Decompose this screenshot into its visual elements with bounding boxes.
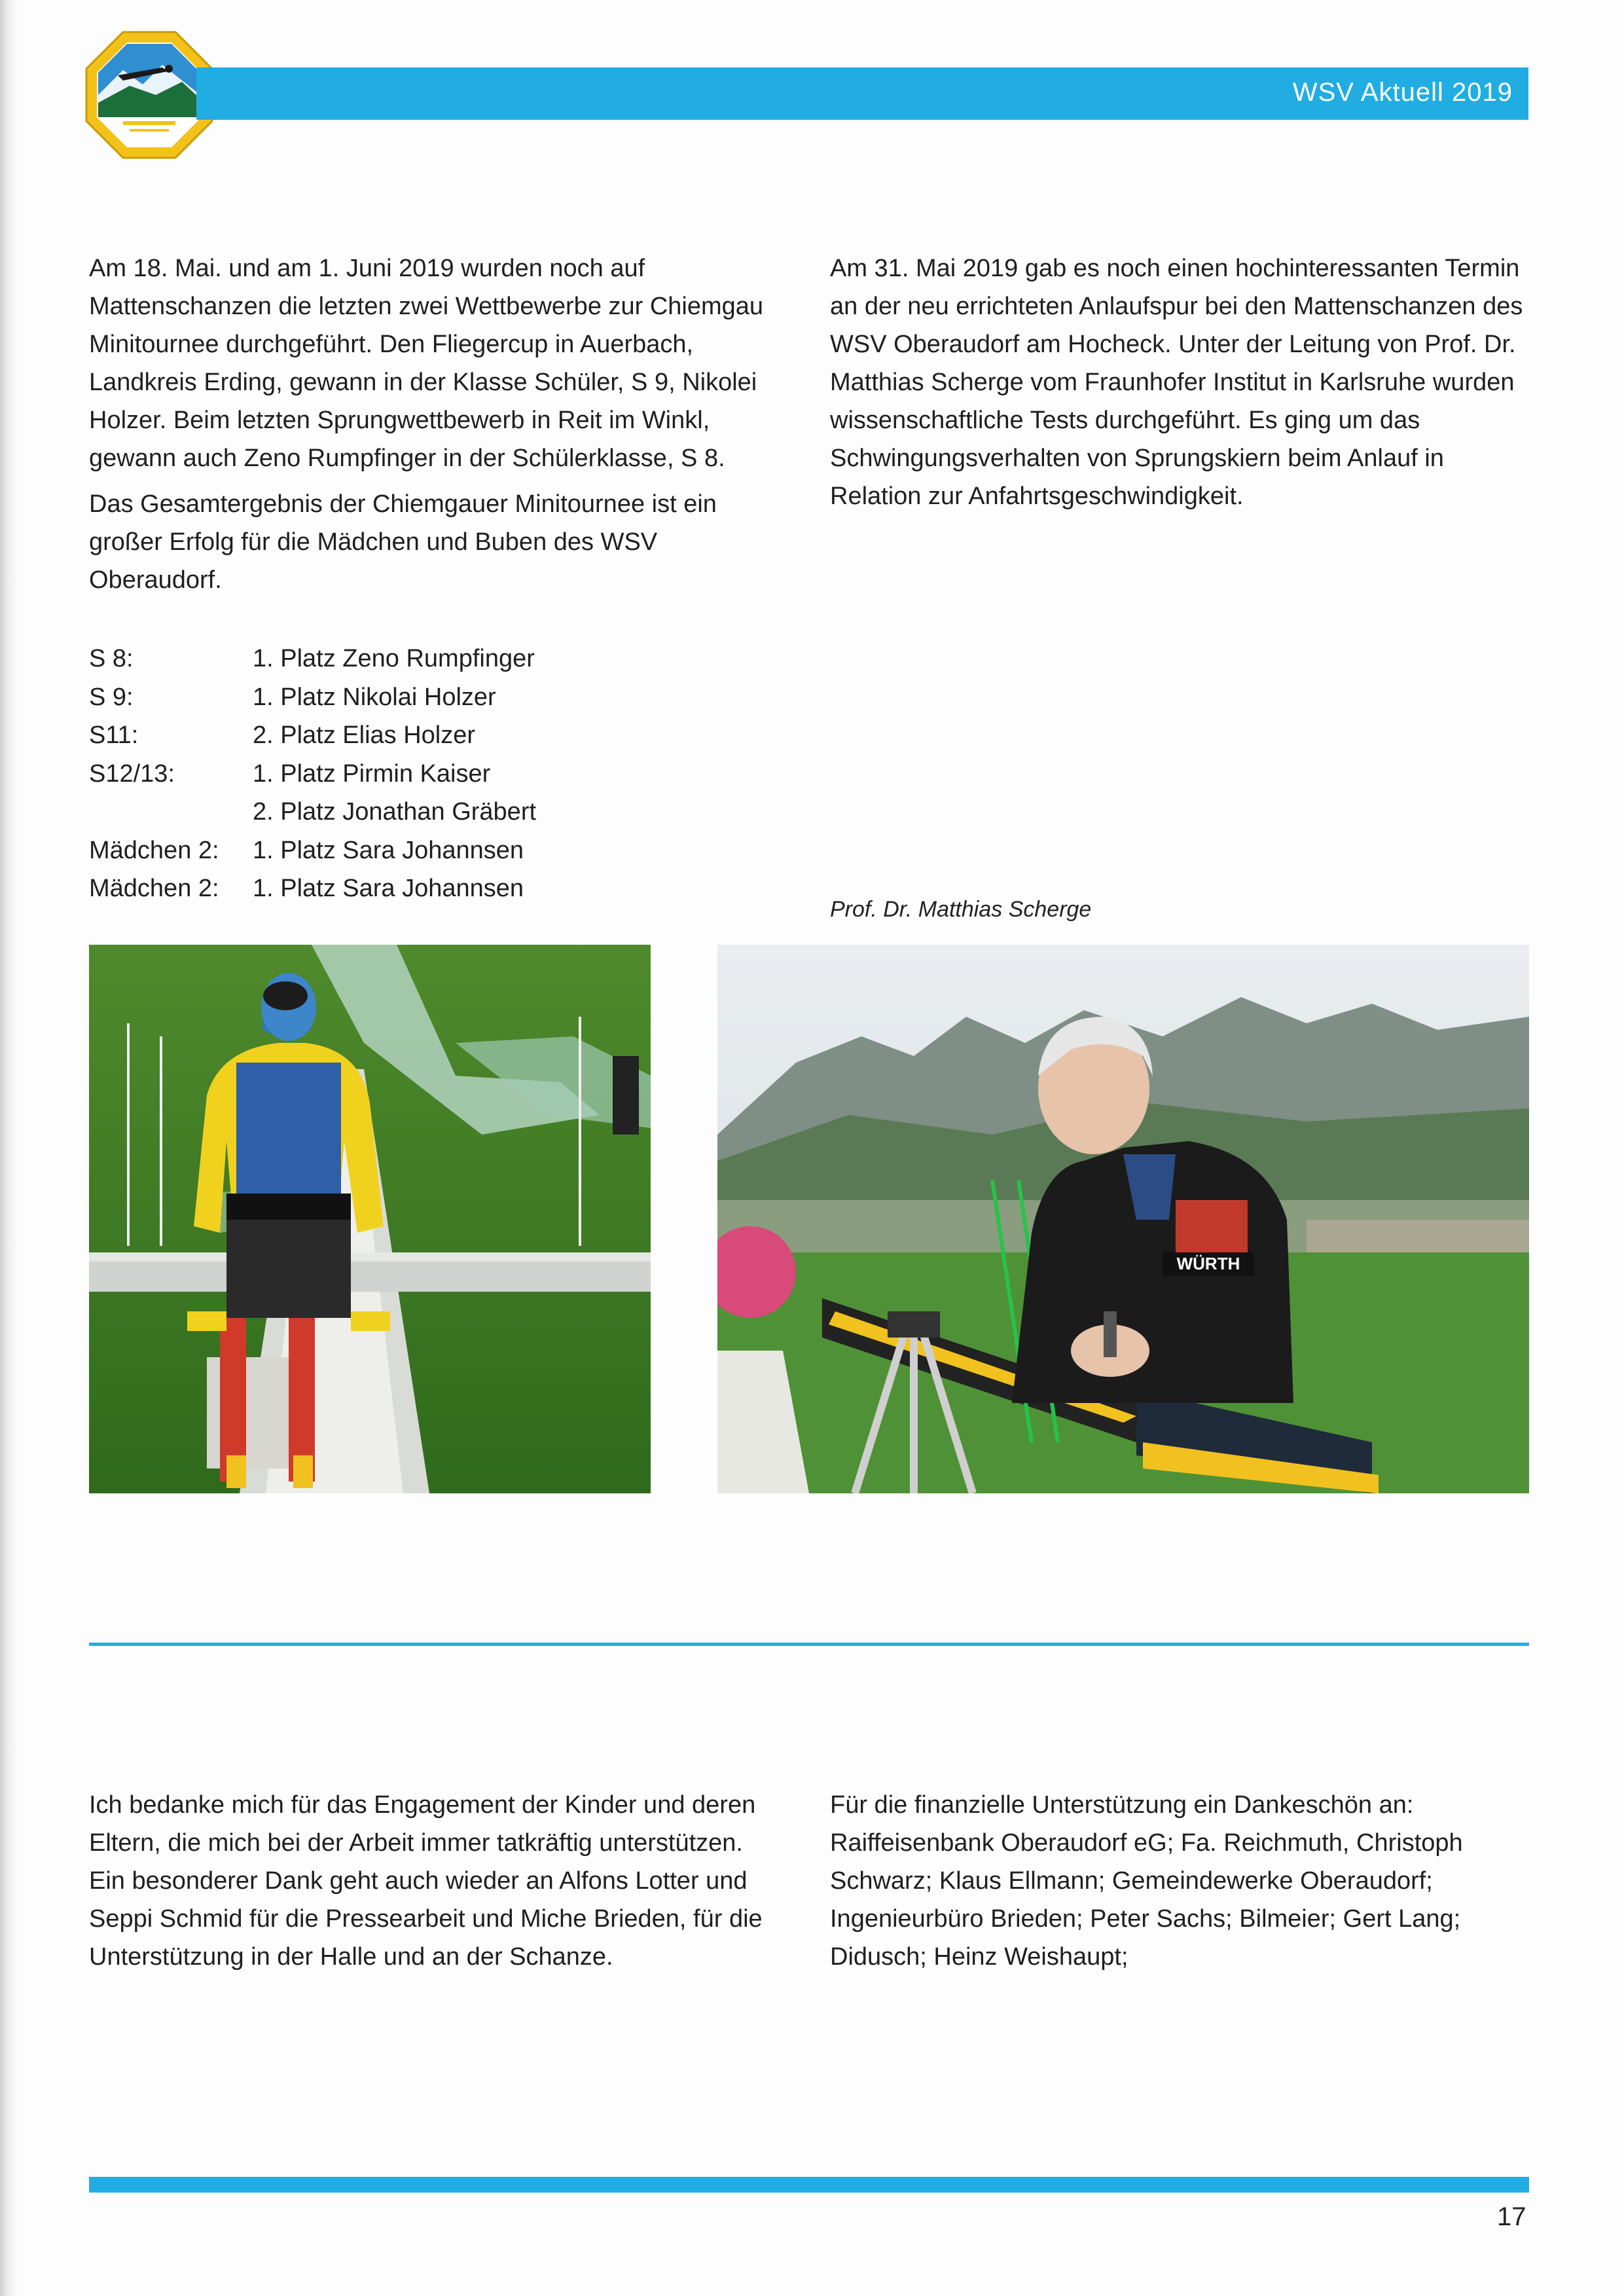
result-row xyxy=(89,831,536,870)
result-text: 1. Platz Zeno Rumpfinger xyxy=(253,645,535,672)
right-column-text xyxy=(830,249,1537,515)
result-class: S 9: xyxy=(89,683,134,711)
result-class xyxy=(89,793,253,831)
thanks-text xyxy=(89,1786,776,1976)
result-text: 1. Platz Sara Johannsen xyxy=(253,836,524,864)
result-text: 2. Platz Jonathan Gräbert xyxy=(253,798,537,826)
result-text: 1. Platz Pirmin Kaiser xyxy=(253,759,491,788)
page-binding-edge xyxy=(0,0,17,2296)
professor-photo xyxy=(717,945,1529,1493)
photo-caption: Prof. Dr. Matthias Scherge xyxy=(830,897,1092,922)
result-class: S12/13: xyxy=(89,759,175,788)
result-text: 2. Platz Elias Holzer xyxy=(253,721,476,749)
result-row xyxy=(89,640,536,678)
ski-jumper-photo xyxy=(89,945,651,1493)
result-row xyxy=(89,755,536,793)
left-column-text xyxy=(89,249,776,599)
result-class: S 8: xyxy=(89,645,134,672)
section-divider xyxy=(89,1643,1529,1646)
result-row xyxy=(89,678,536,717)
result-row xyxy=(89,869,536,908)
professor-testing-skis-photo-icon xyxy=(717,945,1529,1493)
result-class: Mädchen 2: xyxy=(89,836,219,864)
result-class: Mädchen 2: xyxy=(89,875,219,902)
sponsors-text xyxy=(830,1786,1537,1976)
result-row xyxy=(89,716,536,755)
sponsors-heading: Für die finanzielle Unterstützung ein Dankeschön an: xyxy=(830,1791,1414,1819)
left-paragraph-1: Am 18. Mai. und am 1. Juni 2019 wurden noch auf Mattenschanzen die letzten zwei Wettbewerbe zur Chiemgau Minitournee durchgeführt. Den Fliegercup in Auerbach, Landkreis Erding, gewann in der Klasse Schüler, S 9, Nikolei Holzer. Beim letzten Sprungwettbewerb in Reit im Winkl, gewann auch Zeno Rumpfinger in der Schülerklasse, S 8. xyxy=(89,255,764,472)
sponsors-list: Raiffeisenbank Oberaudorf eG; Fa. Reichmuth, Christoph Schwarz; Klaus Ellmann; Gemeindewerke Oberaudorf; Ingenieurbüro Brieden; Peter Sachs; Bilmeier; Gert Lang; Didusch; Heinz Weishaupt; xyxy=(830,1829,1463,1971)
page-number: 17 xyxy=(1497,2202,1526,2231)
left-paragraph-2: Das Gesamtergebnis der Chiemgauer Minitournee ist ein großer Erfolg für die Mädchen und Buben des WSV Oberaudorf. xyxy=(89,490,717,594)
result-text: 1. Platz Sara Johannsen xyxy=(253,875,524,902)
ski-jumper-on-mat-ramp-photo-icon xyxy=(89,945,651,1493)
thanks-paragraph: Ich bedanke mich für das Engagement der Kinder und deren Eltern, die mich bei der Arbeit immer tatkräftig unterstützen. Ein besonderer Dank geht auch wieder an Alfons Lotter und Seppi Schmid für die Pressearbeit und Miche Brieden, für die Unterstützung in der Halle und an der Schanze. xyxy=(89,1791,763,1971)
result-text: 1. Platz Nikolai Holzer xyxy=(253,683,496,711)
right-paragraph: Am 31. Mai 2019 gab es noch einen hochinteressanten Termin an der neu errichteten Anlaufspur bei den Mattenschanzen des WSV Oberaudorf am Hocheck. Unter der Leitung von Prof. Dr. Matthias Scherge vom Fraunhofer Institut in Karlsruhe wurden wissenschaftliche Tests durchgeführt. Es ging um das Schwingungsverhalten von Sprungskiern beim Anlauf in Relation zur Anfahrtsgeschwindigkeit. xyxy=(830,255,1523,510)
result-class: S11: xyxy=(89,721,139,749)
result-row xyxy=(89,793,536,831)
header-title: WSV Aktuell 2019 xyxy=(1292,78,1513,107)
footer-bar xyxy=(89,2177,1529,2193)
jacket-text: WÜRTH xyxy=(1176,1254,1240,1273)
header-bar xyxy=(196,67,1528,120)
club-logo-icon xyxy=(84,29,215,160)
results-list xyxy=(89,640,536,908)
